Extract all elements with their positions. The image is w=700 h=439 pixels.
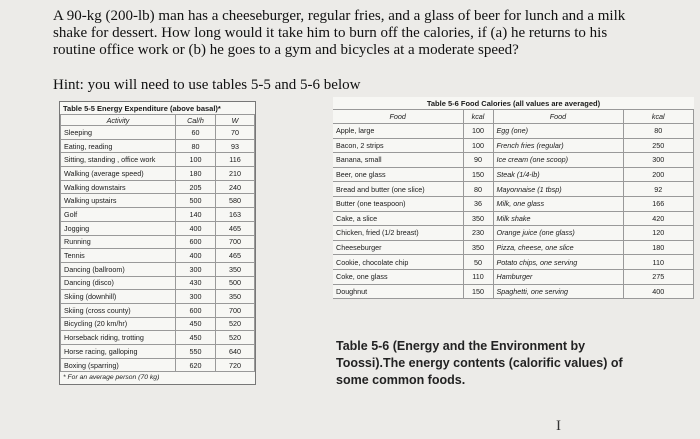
table-row bbox=[61, 331, 255, 345]
food-cell: Milk shake bbox=[493, 211, 623, 226]
table-row bbox=[61, 208, 255, 222]
watts-cell: 520 bbox=[216, 331, 255, 345]
table-caption: Table 5-6 (Energy and the Environment by Toossi).The energy contents (calorific values) of some common foods. bbox=[336, 339, 623, 387]
watts-cell: 465 bbox=[216, 249, 255, 263]
table-row bbox=[61, 126, 255, 140]
table-row bbox=[333, 211, 694, 226]
table-5-5-footnote: * For an average person (70 kg) bbox=[63, 374, 160, 382]
hint-text: Hint: you will need to use tables 5-5 and 5-6 below bbox=[53, 77, 361, 93]
table-row bbox=[333, 269, 694, 284]
kcal-cell: 166 bbox=[623, 196, 694, 211]
food-cell: Beer, one glass bbox=[333, 167, 463, 182]
kcal-cell: 180 bbox=[623, 240, 694, 255]
activity-cell: Dancing (ballroom) bbox=[61, 262, 176, 276]
kcal-cell: 110 bbox=[623, 255, 694, 270]
table-row bbox=[333, 226, 694, 241]
food-cell: Mayonnaise (1 tbsp) bbox=[493, 182, 623, 197]
kcal-cell: 80 bbox=[463, 182, 493, 197]
header-food-2: Food bbox=[493, 110, 623, 124]
activity-cell: Sleeping bbox=[61, 126, 176, 140]
table-5-6-food-calories bbox=[333, 97, 694, 299]
table-row bbox=[61, 249, 255, 263]
activity-cell: Running bbox=[61, 235, 176, 249]
text-cursor-icon: I bbox=[556, 418, 561, 434]
table-row bbox=[61, 345, 255, 359]
cal-per-hour-cell: 205 bbox=[176, 180, 216, 194]
table-row bbox=[61, 262, 255, 276]
problem-line-1: A 90-kg (200-lb) man has a cheeseburger, regular fries, and a glass of beer for lunch and a milk bbox=[53, 8, 626, 24]
kcal-cell: 200 bbox=[623, 167, 694, 182]
watts-cell: 240 bbox=[216, 180, 255, 194]
problem-statement bbox=[53, 8, 653, 59]
table-row bbox=[61, 317, 255, 331]
activity-cell: Walking upstairs bbox=[61, 194, 176, 208]
food-cell: Potato chips, one serving bbox=[493, 255, 623, 270]
watts-cell: 465 bbox=[216, 221, 255, 235]
food-cell: Pizza, cheese, one slice bbox=[493, 240, 623, 255]
table-row bbox=[61, 194, 255, 208]
food-cell: Milk, one glass bbox=[493, 196, 623, 211]
activity-cell: Walking (average speed) bbox=[61, 167, 176, 181]
food-cell: Cake, a slice bbox=[333, 211, 463, 226]
table-row bbox=[61, 221, 255, 235]
table-row bbox=[61, 290, 255, 304]
watts-cell: 93 bbox=[216, 139, 255, 153]
table-row bbox=[333, 196, 694, 211]
table-row bbox=[61, 167, 255, 181]
table-row bbox=[333, 284, 694, 299]
table-5-5-body bbox=[61, 126, 255, 372]
activity-cell: Golf bbox=[61, 208, 176, 222]
food-cell: Butter (one teaspoon) bbox=[333, 196, 463, 211]
cal-per-hour-cell: 620 bbox=[176, 358, 216, 372]
cal-per-hour-cell: 400 bbox=[176, 249, 216, 263]
cal-per-hour-cell: 400 bbox=[176, 221, 216, 235]
kcal-cell: 250 bbox=[623, 138, 694, 153]
cal-per-hour-cell: 550 bbox=[176, 345, 216, 359]
header-kcal-1: kcal bbox=[463, 110, 493, 124]
table-5-5-title: Table 5-5 Energy Expenditure (above basal)* bbox=[63, 104, 221, 113]
food-cell: Egg (one) bbox=[493, 124, 623, 139]
cal-per-hour-cell: 500 bbox=[176, 194, 216, 208]
watts-cell: 116 bbox=[216, 153, 255, 167]
table-row bbox=[61, 180, 255, 194]
kcal-cell: 90 bbox=[463, 153, 493, 168]
watts-cell: 580 bbox=[216, 194, 255, 208]
cal-per-hour-cell: 60 bbox=[176, 126, 216, 140]
table-row bbox=[61, 276, 255, 290]
kcal-cell: 50 bbox=[463, 255, 493, 270]
kcal-cell: 400 bbox=[623, 284, 694, 299]
activity-cell: Tennis bbox=[61, 249, 176, 263]
activity-cell: Sitting, standing , office work bbox=[61, 153, 176, 167]
header-cal-per-hour: Cal/h bbox=[176, 115, 216, 126]
watts-cell: 720 bbox=[216, 358, 255, 372]
cal-per-hour-cell: 300 bbox=[176, 290, 216, 304]
header-watts: W bbox=[216, 115, 255, 126]
watts-cell: 500 bbox=[216, 276, 255, 290]
kcal-cell: 36 bbox=[463, 196, 493, 211]
table-row bbox=[333, 153, 694, 168]
table-row bbox=[333, 167, 694, 182]
kcal-cell: 150 bbox=[463, 167, 493, 182]
food-cell: Apple, large bbox=[333, 124, 463, 139]
table-5-5-grid bbox=[60, 114, 255, 372]
food-cell: Doughnut bbox=[333, 284, 463, 299]
problem-line-3: routine office work or (b) he goes to a gym and bicycles at a moderate speed? bbox=[53, 42, 519, 58]
header-activity: Activity bbox=[61, 115, 176, 126]
activity-cell: Boxing (sparring) bbox=[61, 358, 176, 372]
kcal-cell: 350 bbox=[463, 211, 493, 226]
activity-cell: Skiing (cross county) bbox=[61, 303, 176, 317]
activity-cell: Jogging bbox=[61, 221, 176, 235]
watts-cell: 700 bbox=[216, 303, 255, 317]
watts-cell: 640 bbox=[216, 345, 255, 359]
activity-cell: Horseback riding, trotting bbox=[61, 331, 176, 345]
table-row bbox=[333, 255, 694, 270]
cal-per-hour-cell: 180 bbox=[176, 167, 216, 181]
table-row bbox=[61, 139, 255, 153]
kcal-cell: 92 bbox=[623, 182, 694, 197]
kcal-cell: 100 bbox=[463, 138, 493, 153]
kcal-cell: 110 bbox=[463, 269, 493, 284]
table-5-6-body bbox=[333, 124, 694, 299]
header-food-1: Food bbox=[333, 110, 463, 124]
table-row bbox=[333, 182, 694, 197]
food-cell: Cookie, chocolate chip bbox=[333, 255, 463, 270]
food-cell: Hamburger bbox=[493, 269, 623, 284]
table-5-6-title: Table 5-6 Food Calories (all values are averaged) bbox=[426, 99, 601, 108]
table-row bbox=[333, 138, 694, 153]
table-5-5-energy-expenditure bbox=[59, 101, 256, 385]
kcal-cell: 80 bbox=[623, 124, 694, 139]
food-cell: Bread and butter (one slice) bbox=[333, 182, 463, 197]
activity-cell: Dancing (disco) bbox=[61, 276, 176, 290]
kcal-cell: 150 bbox=[463, 284, 493, 299]
cal-per-hour-cell: 140 bbox=[176, 208, 216, 222]
kcal-cell: 100 bbox=[463, 124, 493, 139]
table-5-5-header-row bbox=[61, 115, 255, 126]
kcal-cell: 120 bbox=[623, 226, 694, 241]
table-5-6-header-row bbox=[333, 110, 694, 124]
food-cell: Steak (1/4-lb) bbox=[493, 167, 623, 182]
activity-cell: Walking downstairs bbox=[61, 180, 176, 194]
watts-cell: 350 bbox=[216, 262, 255, 276]
cal-per-hour-cell: 600 bbox=[176, 235, 216, 249]
cal-per-hour-cell: 300 bbox=[176, 262, 216, 276]
kcal-cell: 420 bbox=[623, 211, 694, 226]
kcal-cell: 275 bbox=[623, 269, 694, 284]
cal-per-hour-cell: 600 bbox=[176, 303, 216, 317]
cal-per-hour-cell: 80 bbox=[176, 139, 216, 153]
food-cell: Bacon, 2 strips bbox=[333, 138, 463, 153]
activity-cell: Horse racing, galloping bbox=[61, 345, 176, 359]
watts-cell: 700 bbox=[216, 235, 255, 249]
watts-cell: 520 bbox=[216, 317, 255, 331]
table-5-6-grid bbox=[333, 109, 694, 299]
food-cell: Spaghetti, one serving bbox=[493, 284, 623, 299]
kcal-cell: 300 bbox=[623, 153, 694, 168]
table-row bbox=[61, 303, 255, 317]
table-row bbox=[333, 240, 694, 255]
cal-per-hour-cell: 450 bbox=[176, 331, 216, 345]
header-kcal-2: kcal bbox=[623, 110, 694, 124]
table-row bbox=[333, 124, 694, 139]
table-row bbox=[61, 358, 255, 372]
table-row bbox=[61, 153, 255, 167]
food-cell: French fries (regular) bbox=[493, 138, 623, 153]
table-row bbox=[61, 235, 255, 249]
food-cell: Cheeseburger bbox=[333, 240, 463, 255]
kcal-cell: 350 bbox=[463, 240, 493, 255]
kcal-cell: 230 bbox=[463, 226, 493, 241]
food-cell: Coke, one glass bbox=[333, 269, 463, 284]
food-cell: Banana, small bbox=[333, 153, 463, 168]
cal-per-hour-cell: 100 bbox=[176, 153, 216, 167]
watts-cell: 70 bbox=[216, 126, 255, 140]
watts-cell: 210 bbox=[216, 167, 255, 181]
activity-cell: Bicycling (20 km/hr) bbox=[61, 317, 176, 331]
food-cell: Ice cream (one scoop) bbox=[493, 153, 623, 168]
cal-per-hour-cell: 430 bbox=[176, 276, 216, 290]
activity-cell: Skiing (downhill) bbox=[61, 290, 176, 304]
activity-cell: Eating, reading bbox=[61, 139, 176, 153]
cal-per-hour-cell: 450 bbox=[176, 317, 216, 331]
watts-cell: 163 bbox=[216, 208, 255, 222]
food-cell: Chicken, fried (1/2 breast) bbox=[333, 226, 463, 241]
watts-cell: 350 bbox=[216, 290, 255, 304]
food-cell: Orange juice (one glass) bbox=[493, 226, 623, 241]
problem-line-2: shake for dessert. How long would it take him to burn off the calories, if (a) he returns to his bbox=[53, 25, 608, 41]
